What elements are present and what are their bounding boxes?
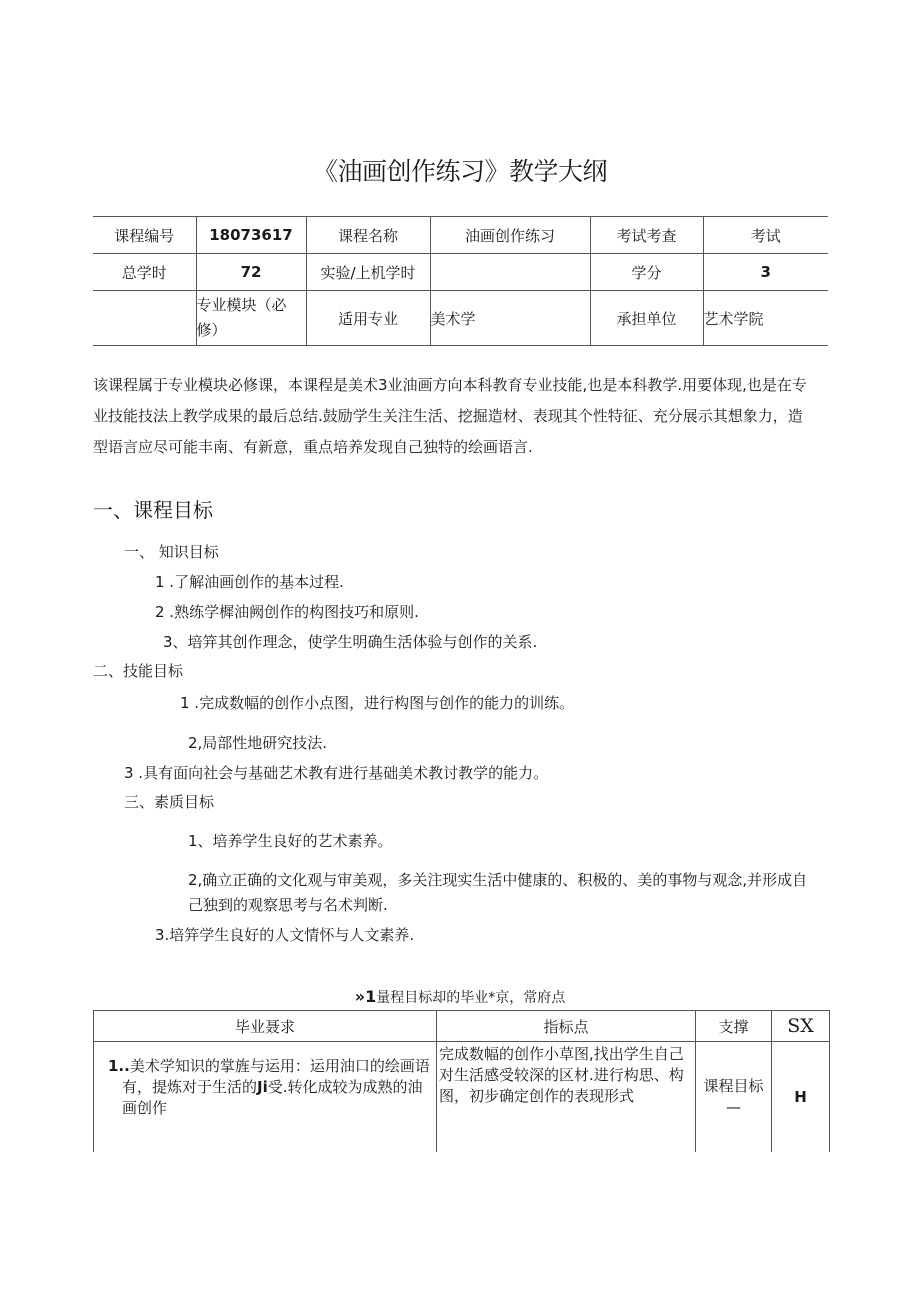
list-item: 2,确立正确的文化观与审美观，多关注现实生活中健康的、积极的、美的事物与观念,并形成自 (188, 871, 808, 889)
info-cell: 课程名称 (306, 217, 430, 254)
indicator-cell: 完成数幅的创作小草图,找出学生自己对生活感受较深的区材.进行构思、构图，初步确定创作的表现形式 (437, 1042, 696, 1153)
info-row (93, 291, 828, 346)
requirements-table (93, 1010, 830, 1152)
course-intro (93, 370, 828, 463)
requirement-text: 画创作 (122, 1099, 168, 1117)
info-cell: 3 (703, 254, 828, 291)
caption-text: 量程目标却的毕业*京，常府点 (376, 990, 566, 1006)
info-cell: 学分 (590, 254, 703, 291)
intro-line: 业技能技法上教学成果的最后总结.鼓励学生关注生活、挖掘造材、表现其个性特征、充分展示其想象力，造 (93, 407, 803, 425)
column-header: 指标点 (437, 1011, 696, 1042)
list-item: 3 .具有面向社会与基础艺术教有进行基础美术教讨教学的能力。 (124, 764, 549, 782)
course-info-table (93, 216, 828, 346)
requirement-number: 1.. (108, 1057, 130, 1075)
list-item: 2,局部性地研究技法. (188, 734, 328, 752)
column-header: 支撑 (696, 1011, 772, 1042)
info-row (93, 217, 828, 254)
requirement-text: Ji (257, 1078, 268, 1096)
info-cell: 油画创作练习 (430, 217, 590, 254)
info-cell: 专业模块（必修） (196, 291, 306, 346)
column-header: 毕业聂求 (94, 1011, 437, 1042)
intro-line: 该课程属于专业模块必修课，本课程是美术3业油画方向本科教育专业技能,也是本科教学.用要体现,也是在专 (93, 376, 807, 394)
caption-prefix: »1 (354, 987, 377, 1006)
requirement-text: 受.转化成较为成熟的油 (267, 1078, 423, 1096)
info-cell: 18073617 (196, 217, 306, 254)
info-cell: 适用专业 (306, 291, 430, 346)
support-text: — (726, 1098, 741, 1116)
info-cell: 总学时 (93, 254, 196, 291)
info-cell: 美术学 (430, 291, 590, 346)
page-title: 《油画创作练习》教学大纲 (312, 157, 607, 186)
table-header-row (94, 1011, 830, 1042)
requirement-cell (94, 1042, 437, 1153)
info-cell: 72 (196, 254, 306, 291)
subsection-title: 二、技能目标 (93, 662, 184, 680)
column-header: SX (772, 1011, 830, 1042)
info-cell: 艺术学院 (703, 291, 828, 346)
table-caption (0, 987, 920, 1007)
list-item: 1 .完成数幅的创作小点图，进行构图与创作的能力的训练。 (180, 694, 575, 712)
info-cell: 课程编号 (93, 217, 196, 254)
list-item: 3.培笄学生良好的人文情怀与人文素养. (155, 926, 415, 944)
list-item: 1 .了解油画创作的基本过程. (155, 573, 344, 591)
list-item: 己独到的观察思考与名术判断. (188, 896, 388, 914)
info-row (93, 254, 828, 291)
list-item: 1、培养学生良好的艺术素养。 (188, 832, 393, 850)
info-cell (430, 254, 590, 291)
info-cell: 承担单位 (590, 291, 703, 346)
section-heading: 一、课程目标 (93, 498, 213, 522)
intro-line: 型语言应尽可能丰南、有新意，重点培养发现自己独特的绘画语言. (93, 438, 533, 456)
list-item: 2 .熟练学樨油阙创作的构图技巧和原则. (155, 603, 419, 621)
info-cell: 实验/上机学时 (306, 254, 430, 291)
support-cell (696, 1042, 772, 1153)
info-cell (93, 291, 196, 346)
table-row (94, 1042, 830, 1153)
requirement-text: 有，提炼对于生活的 (122, 1078, 258, 1096)
info-cell: 考试考查 (590, 217, 703, 254)
requirement-text: 美术学知识的掌旌与运用：运用油口的绘画语 (129, 1057, 430, 1075)
level-cell: H (772, 1042, 830, 1153)
subsection-title: 一、 知识目标 (124, 543, 219, 561)
list-item: 3、培笄其创作理念，使学生明确生活体验与创作的关系. (163, 633, 538, 651)
info-cell: 考试 (703, 217, 828, 254)
support-text: 课程目标 (703, 1077, 764, 1095)
subsection-title: 三、素质目标 (124, 793, 215, 811)
